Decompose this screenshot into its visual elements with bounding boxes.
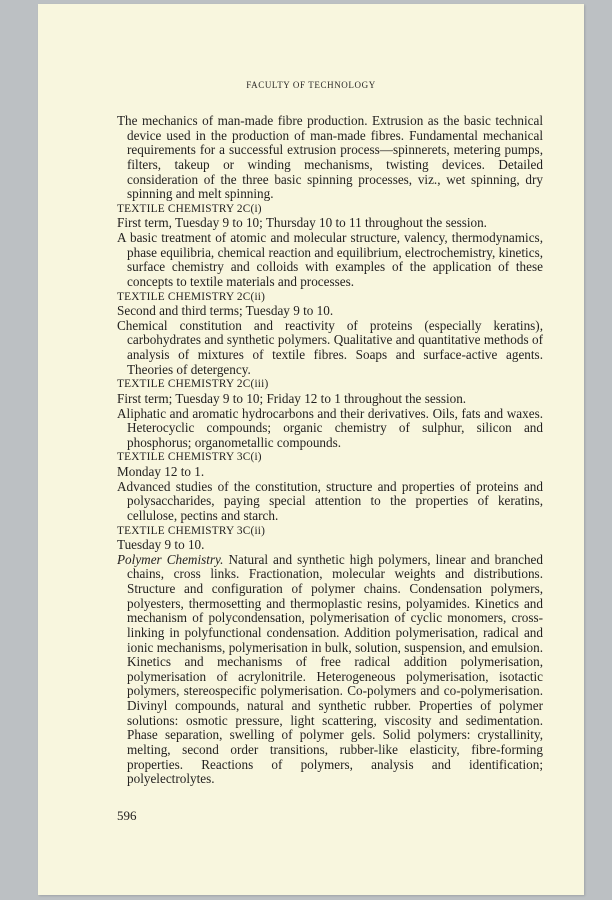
course-description [117, 553, 543, 787]
page-number: 596 [117, 808, 137, 823]
course-schedule: Tuesday 9 to 10. [117, 537, 205, 553]
course-schedule: First term, Tuesday 9 to 10; Thursday 10 to 11 throughout the session. [117, 215, 487, 231]
course-description: A basic treatment of atomic and molecular structure, valency, thermodynamics, phase equilibria, chemical reaction and equilibrium, electrochemistry, kinetics, surface chemistry and colloids with examples of the application of these concepts to textile materials and processes. [117, 230, 543, 289]
course-heading: TEXTILE CHEMISTRY 2C(i) [117, 202, 262, 215]
course-schedule: Monday 12 to 1. [117, 464, 205, 479]
intro-paragraph: The mechanics of man-made fibre production. Extrusion as the basic technical device used in the production of man-made fibres. Fundamental mechanical requirements for a successful extrusion process—spinnerets, metering pumps, filters, takeup or winding mechanisms, twisting devices. Detailed consideration of the three basic spinning processes, viz., wet spinning, dry spinning and melt spinning. [117, 113, 543, 202]
document-page [38, 4, 584, 895]
course-section [117, 202, 543, 290]
course-section [117, 377, 543, 450]
course-heading: TEXTILE CHEMISTRY 3C(i) [117, 451, 262, 464]
course-schedule: First term; Tuesday 9 to 10; Friday 12 to 1 throughout the session. [117, 390, 467, 406]
course-section [117, 450, 543, 523]
topic-text: Natural and synthetic high polymers, linear and branched chains, cross links. Fractionation, molecular weights and distributions. Structure and configuration of polymer chains. Condensation polymers, polyesters, thermosetting and thermoplastic resins, polyamides. Kinetics and mechanism of polycondensation, polymerisation of cyclic monomers, cross-linking in polyfunctional condensation. Addition polymerisation, radical and ionic mechanisms, polymerisation in bulk, solution, suspension, and emulsion. Kinetics and mechanisms of free radical addition polymerisation, polymerisation of acrylonitrile. Heterogeneous polymerisation, isotactic polymers, stereospecific polymerisation. Co-polymers and co-polymerisation. Divinyl compounds, natural and synthetic rubber. Properties of polymer solutions: osmotic pressure, light scattering, viscosity and sedimentation. Phase separation, swelling of polymer gels. Solid polymers: crystallinity, melting, second order transitions, rubber-like elasticity, fibre-forming properties. Reactions of polymers, analysis and identification; polyelectrolytes. [127, 551, 543, 787]
course-section [117, 290, 543, 378]
topic-title: Polymer Chemistry. [117, 551, 224, 567]
course-section [117, 524, 543, 787]
running-head: FACULTY OF TECHNOLOGY [246, 80, 376, 90]
course-description: Aliphatic and aromatic hydrocarbons and their derivatives. Oils, fats and waxes. Heterocyclic compounds; organic chemistry of sulphur, silicon and phosphorus; organometallic compounds. [117, 405, 543, 450]
course-heading: TEXTILE CHEMISTRY 2C(iii) [117, 378, 269, 391]
course-heading: TEXTILE CHEMISTRY 2C(ii) [117, 290, 266, 303]
body-text [117, 114, 543, 787]
course-description: Chemical constitution and reactivity of proteins (especially keratins), carbohydrates and synthetic polymers. Qualitative and quantitative methods of analysis of mixtures of textile fibres. Soaps and surface-active agents. Theories of detergency. [117, 317, 543, 377]
course-heading: TEXTILE CHEMISTRY 3C(ii) [117, 524, 266, 537]
course-description: Advanced studies of the constitution, structure and properties of proteins and polysaccharides, paying special attention to the properties of keratins, cellulose, pectins and starch. [117, 478, 543, 523]
course-schedule: Second and third terms; Tuesday 9 to 10. [117, 303, 334, 319]
